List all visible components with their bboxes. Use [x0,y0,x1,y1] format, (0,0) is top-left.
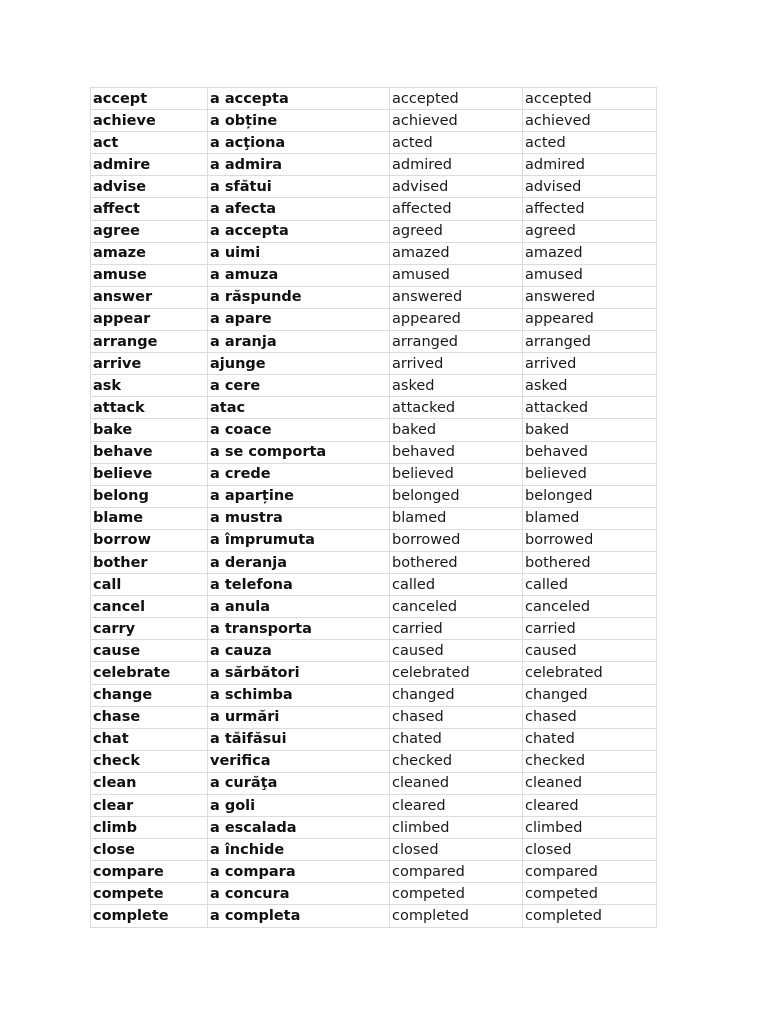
past-participle-cell: baked [523,419,657,441]
past-participle-cell: caused [523,640,657,662]
past-tense-cell: behaved [390,441,523,463]
translation-cell: a apare [208,308,390,330]
translation-cell: ajunge [208,353,390,375]
translation-cell: a accepta [208,88,390,110]
past-participle-cell: arrived [523,353,657,375]
table-row [91,353,657,375]
past-tense-cell: amazed [390,242,523,264]
verb-cell: affect [91,198,208,220]
past-tense-cell: accepted [390,88,523,110]
verb-cell: close [91,839,208,861]
past-tense-cell: chased [390,706,523,728]
past-participle-cell: chased [523,706,657,728]
past-participle-cell: admired [523,154,657,176]
past-tense-cell: arrived [390,353,523,375]
table-row [91,397,657,419]
table-row [91,308,657,330]
past-participle-cell: appeared [523,308,657,330]
past-tense-cell: acted [390,132,523,154]
past-tense-cell: achieved [390,110,523,132]
translation-cell: a concura [208,883,390,905]
table-row [91,242,657,264]
past-participle-cell: acted [523,132,657,154]
table-row [91,883,657,905]
past-participle-cell: belonged [523,485,657,507]
table-row [91,795,657,817]
past-participle-cell: attacked [523,397,657,419]
past-participle-cell: advised [523,176,657,198]
past-participle-cell: competed [523,883,657,905]
verb-table [90,87,657,928]
verb-cell: agree [91,220,208,242]
table-row [91,375,657,397]
past-participle-cell: affected [523,198,657,220]
past-tense-cell: admired [390,154,523,176]
past-participle-cell: compared [523,861,657,883]
past-participle-cell: carried [523,618,657,640]
past-tense-cell: affected [390,198,523,220]
translation-cell: a cere [208,375,390,397]
translation-cell: a închide [208,839,390,861]
past-participle-cell: cleared [523,795,657,817]
translation-cell: a curăţa [208,772,390,794]
past-participle-cell: celebrated [523,662,657,684]
past-tense-cell: competed [390,883,523,905]
past-participle-cell: believed [523,463,657,485]
translation-cell: a aparține [208,485,390,507]
verb-cell: check [91,750,208,772]
past-participle-cell: amazed [523,242,657,264]
table-row [91,198,657,220]
translation-cell: a transporta [208,618,390,640]
past-tense-cell: carried [390,618,523,640]
verb-cell: answer [91,286,208,308]
translation-cell: a telefona [208,574,390,596]
past-tense-cell: borrowed [390,529,523,551]
translation-cell: a escalada [208,817,390,839]
table-row [91,817,657,839]
table-row [91,286,657,308]
verb-cell: climb [91,817,208,839]
verb-cell: admire [91,154,208,176]
past-tense-cell: appeared [390,308,523,330]
table-row [91,419,657,441]
table-row [91,662,657,684]
translation-cell: a crede [208,463,390,485]
past-tense-cell: changed [390,684,523,706]
verb-cell: carry [91,618,208,640]
translation-cell: a sfătui [208,176,390,198]
verb-cell: chase [91,706,208,728]
table-row [91,750,657,772]
table-row [91,331,657,353]
table-row [91,596,657,618]
table-row [91,529,657,551]
past-tense-cell: amused [390,264,523,286]
translation-cell: a admira [208,154,390,176]
past-participle-cell: changed [523,684,657,706]
past-tense-cell: checked [390,750,523,772]
verb-cell: believe [91,463,208,485]
past-tense-cell: bothered [390,551,523,573]
past-tense-cell: celebrated [390,662,523,684]
table-row [91,485,657,507]
verb-cell: act [91,132,208,154]
past-tense-cell: completed [390,905,523,927]
table-row [91,88,657,110]
translation-cell: atac [208,397,390,419]
translation-cell: a coace [208,419,390,441]
past-tense-cell: cleared [390,795,523,817]
verb-cell: accept [91,88,208,110]
translation-cell: a completa [208,905,390,927]
translation-cell: a deranja [208,551,390,573]
past-participle-cell: bothered [523,551,657,573]
verb-cell: achieve [91,110,208,132]
translation-cell: a mustra [208,507,390,529]
past-participle-cell: climbed [523,817,657,839]
past-participle-cell: blamed [523,507,657,529]
table-row [91,154,657,176]
translation-cell: a tăifăsui [208,728,390,750]
verb-cell: borrow [91,529,208,551]
past-participle-cell: answered [523,286,657,308]
verb-cell: compare [91,861,208,883]
table-row [91,839,657,861]
table-row [91,507,657,529]
verb-cell: belong [91,485,208,507]
translation-cell: a goli [208,795,390,817]
translation-cell: a compara [208,861,390,883]
translation-cell: verifica [208,750,390,772]
past-participle-cell: completed [523,905,657,927]
verb-cell: bake [91,419,208,441]
past-tense-cell: cleaned [390,772,523,794]
verb-cell: amuse [91,264,208,286]
verb-cell: behave [91,441,208,463]
past-tense-cell: attacked [390,397,523,419]
past-tense-cell: believed [390,463,523,485]
past-tense-cell: belonged [390,485,523,507]
past-participle-cell: asked [523,375,657,397]
table-row [91,132,657,154]
table-row [91,110,657,132]
table-row [91,640,657,662]
translation-cell: a amuza [208,264,390,286]
verb-cell: ask [91,375,208,397]
table-row [91,220,657,242]
past-tense-cell: chated [390,728,523,750]
table-row [91,574,657,596]
table-row [91,772,657,794]
past-tense-cell: baked [390,419,523,441]
verb-cell: call [91,574,208,596]
translation-cell: a obține [208,110,390,132]
table-row [91,905,657,927]
translation-cell: a anula [208,596,390,618]
past-participle-cell: closed [523,839,657,861]
translation-cell: a aranja [208,331,390,353]
past-participle-cell: borrowed [523,529,657,551]
translation-cell: a uimi [208,242,390,264]
table-row [91,684,657,706]
verb-table-body [91,88,657,928]
verb-cell: attack [91,397,208,419]
verb-cell: compete [91,883,208,905]
table-row [91,861,657,883]
past-participle-cell: achieved [523,110,657,132]
verb-cell: amaze [91,242,208,264]
translation-cell: a răspunde [208,286,390,308]
past-participle-cell: called [523,574,657,596]
past-tense-cell: climbed [390,817,523,839]
table-row [91,551,657,573]
translation-cell: a acţiona [208,132,390,154]
table-row [91,706,657,728]
past-tense-cell: called [390,574,523,596]
verb-cell: chat [91,728,208,750]
past-tense-cell: closed [390,839,523,861]
translation-cell: a schimba [208,684,390,706]
verb-cell: cancel [91,596,208,618]
past-participle-cell: agreed [523,220,657,242]
table-row [91,441,657,463]
verb-cell: bother [91,551,208,573]
table-row [91,264,657,286]
table-row [91,728,657,750]
past-participle-cell: checked [523,750,657,772]
past-tense-cell: arranged [390,331,523,353]
verb-cell: clear [91,795,208,817]
verb-cell: cause [91,640,208,662]
verb-cell: clean [91,772,208,794]
past-tense-cell: caused [390,640,523,662]
past-tense-cell: canceled [390,596,523,618]
past-participle-cell: canceled [523,596,657,618]
past-participle-cell: cleaned [523,772,657,794]
past-tense-cell: answered [390,286,523,308]
verb-cell: advise [91,176,208,198]
past-participle-cell: accepted [523,88,657,110]
verb-cell: appear [91,308,208,330]
translation-cell: a urmări [208,706,390,728]
translation-cell: a accepta [208,220,390,242]
verb-cell: arrange [91,331,208,353]
table-row [91,618,657,640]
past-tense-cell: blamed [390,507,523,529]
table-row [91,176,657,198]
translation-cell: a se comporta [208,441,390,463]
past-tense-cell: asked [390,375,523,397]
translation-cell: a împrumuta [208,529,390,551]
translation-cell: a cauza [208,640,390,662]
past-participle-cell: behaved [523,441,657,463]
verb-cell: complete [91,905,208,927]
past-tense-cell: advised [390,176,523,198]
past-tense-cell: compared [390,861,523,883]
translation-cell: a afecta [208,198,390,220]
verb-cell: arrive [91,353,208,375]
verb-cell: celebrate [91,662,208,684]
past-participle-cell: amused [523,264,657,286]
past-tense-cell: agreed [390,220,523,242]
translation-cell: a sărbători [208,662,390,684]
table-row [91,463,657,485]
verb-cell: change [91,684,208,706]
past-participle-cell: arranged [523,331,657,353]
verb-cell: blame [91,507,208,529]
past-participle-cell: chated [523,728,657,750]
